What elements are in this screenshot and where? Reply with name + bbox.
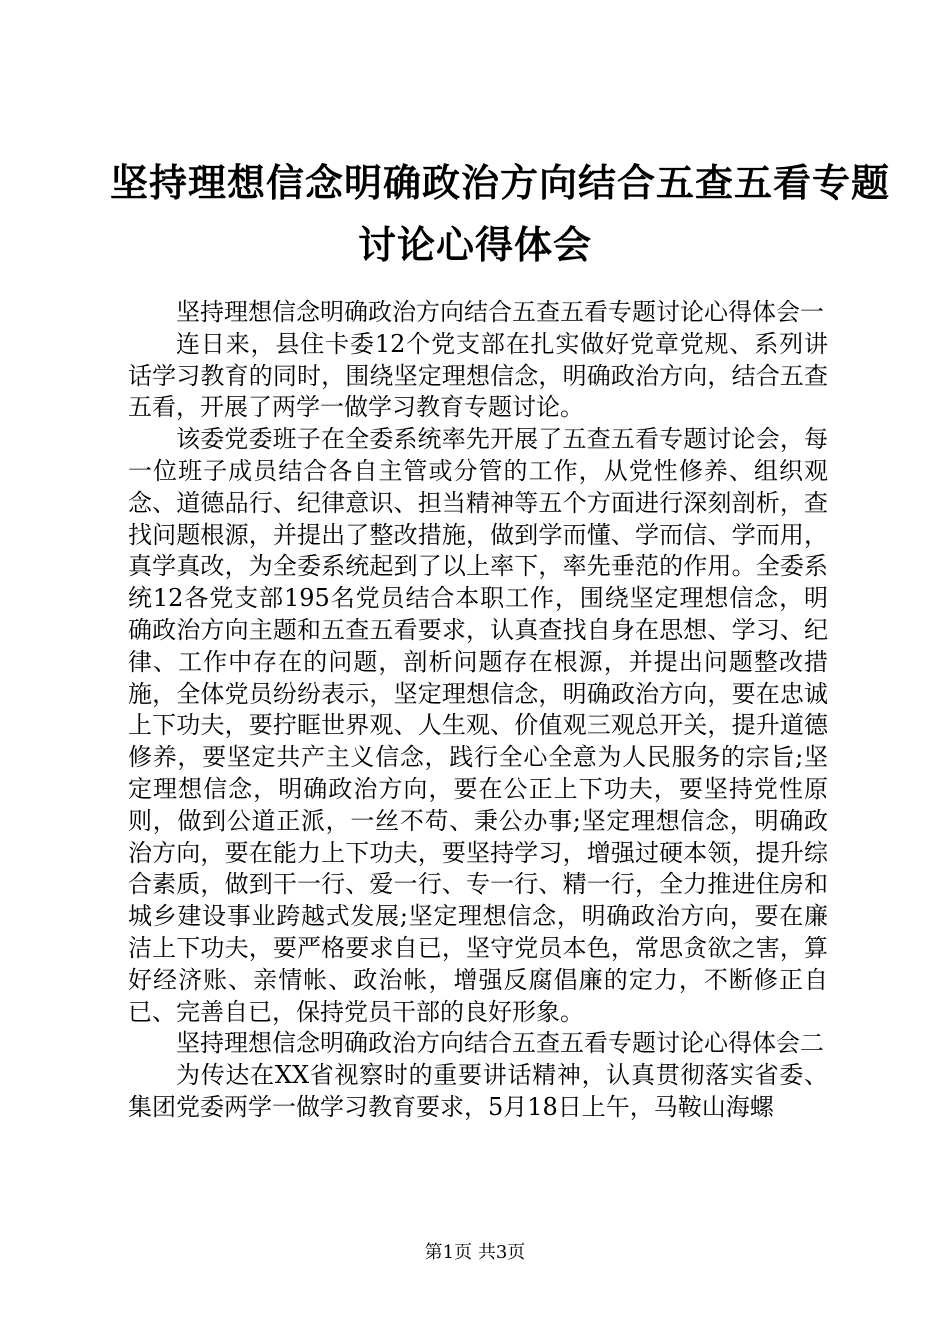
document-title-line-2: 讨论心得体会	[357, 222, 592, 267]
paragraph-subtitle-1: 坚持理想信念明确政治方向结合五查五看专题讨论心得体会一	[176, 298, 824, 326]
paragraph-subtitle-2: 坚持理想信念明确政治方向结合五查五看专题讨论心得体会二	[176, 1029, 824, 1058]
paragraph-intro: 连日来，县住卡委12个党支部在扎实做好党章党规、系列讲话学习教育的同时，围绕坚定理想信念，明确政治方向，结合五查五看，开展了两学一做学习教育专题讨论。	[128, 329, 828, 422]
paragraph-main: 该委党委班子在全委系统率先开展了五查五看专题讨论会，每一位班子成员结合各自主管或分管的工作，从党性修养、组织观念、道德品行、纪律意识、担当精神等五个方面进行深刻剖析，查找问题根源，并提出了整改措施，做到学而懂、学而信、学而用，真学真改，为全委系统起到了以上率下，率先垂范的作用。全委系统12各党支部195名党员结合本职工作，围绕坚定理想信念，明确政治方向主题和五查五看要求，认真查找自身在思想、学习、纪律、工作中存在的问题，剖析问题存在根源，并提出问题整改措施，全体党员纷纷表示，坚定理想信念，明确政治方向，要在忠诚上下功夫，要拧眶世界观、人生观、价值观三观总开关，提升道德修养，要坚定共产主义信念，践行全心全意为人民服务的宗旨;坚定理想信念，明确政治方向，要在公正上下功夫，要坚持党性原则，做到公道正派，一丝不苟、秉公办事;坚定理想信念，明确政治方向，要在能力上下功夫，要坚持学习，增强过硬本领，提升综合素质，做到干一行、爱一行、专一行、精一行，全力推进住房和城乡建设事业跨越式发展;坚定理想信念，明确政治方向，要在廉洁上下功夫，要严格要求自已，坚守党员本色，常思贪欲之害，算好经济账、亲情帐、政治帐，增强反腐倡廉的定力，不断修正自已、完善自已，保持党员干部的良好形象。	[128, 425, 828, 1026]
document-body	[128, 297, 828, 1124]
page-footer: 第1页 共3页	[424, 1242, 526, 1263]
document-title-line-1: 坚持理想信念明确政治方向结合五查五看专题	[110, 160, 891, 205]
paragraph-continued: 为传达在XX省视察时的重要讲话精神，认真贯彻落实省委、集团党委两学一做学习教育要求，5月18日上午，马鞍山海螺	[128, 1061, 828, 1121]
